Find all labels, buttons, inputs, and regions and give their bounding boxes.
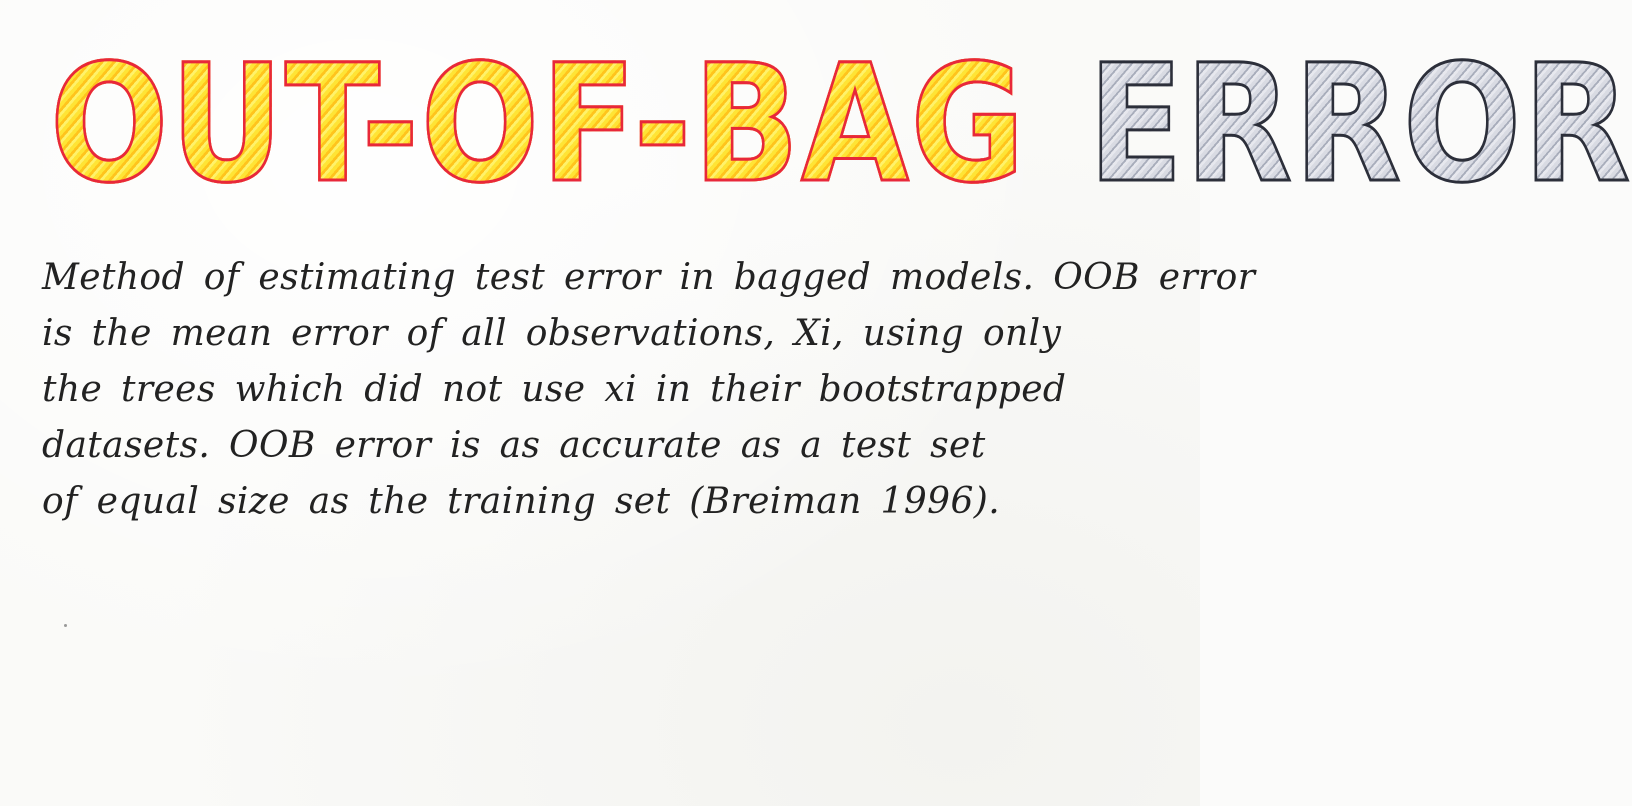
handwritten-definition — [42, 250, 1256, 550]
definition-line-5: of equal size as the training set (Breiman 1996). — [42, 481, 1001, 522]
paper-speck — [64, 624, 67, 627]
title-heading — [50, 31, 1632, 219]
definition-line-3: the trees which did not use xi in their bootstrapped — [42, 369, 1067, 410]
definition-line-2: is the mean error of all observations, Xi, using only — [42, 313, 1062, 354]
title-part-error: ERROR — [1087, 31, 1632, 219]
title-part-out-of-bag: OUT-OF-BAG — [50, 31, 1027, 219]
definition-line-4: datasets. OOB error is as accurate as a test set — [42, 425, 986, 466]
definition-line-1: Method of estimating test error in bagged models. OOB error — [42, 257, 1256, 298]
